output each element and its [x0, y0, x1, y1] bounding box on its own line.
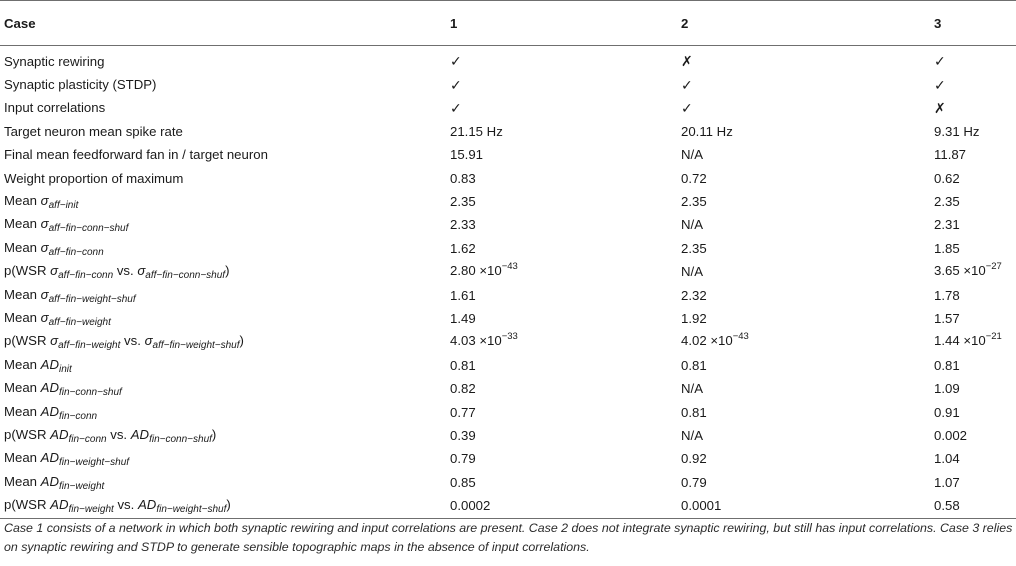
row-label	[0, 261, 446, 284]
cell-case-3	[930, 50, 1016, 73]
cell-exponent: −43	[501, 261, 518, 273]
table-row	[0, 471, 1016, 494]
row-subscript: fin−weight−shuf	[156, 504, 227, 516]
table-row	[0, 354, 1016, 377]
cell-value: N/A	[681, 147, 703, 163]
cell-case-2	[677, 190, 930, 213]
cell-case-3	[930, 401, 1016, 424]
table-row	[0, 494, 1016, 518]
row-label-prefix: Mean	[4, 309, 41, 325]
row-label-prefix: p(WSR	[4, 497, 51, 513]
row-symbol: σ	[40, 309, 49, 325]
cell-case-2	[677, 307, 930, 330]
row-vs: vs.	[106, 426, 131, 442]
cell-case-1	[446, 494, 677, 518]
cell-value: 0.82	[450, 381, 476, 397]
row-subscript: aff−fin−weight−shuf	[48, 293, 136, 305]
cell-value: ✓	[934, 53, 946, 70]
row-vs: vs.	[113, 263, 138, 279]
cell-case-1	[446, 377, 677, 400]
cell-case-1	[446, 284, 677, 307]
row-subscript: fin−weight−shuf	[58, 457, 130, 469]
cell-value: 2.32	[681, 287, 707, 303]
row-label	[0, 167, 446, 190]
cell-case-2	[677, 401, 930, 424]
row-label-prefix: p(WSR	[4, 333, 51, 349]
cell-value: 1.09	[934, 381, 960, 397]
row-symbol: σ	[137, 263, 146, 279]
row-symbol: AD	[50, 497, 69, 513]
cell-value: 0.81	[450, 357, 476, 373]
row-label	[0, 284, 446, 307]
cell-case-1	[446, 261, 677, 284]
row-subscript: fin−conn	[58, 410, 98, 422]
cell-value: 0.85	[450, 474, 476, 490]
table-row	[0, 120, 1016, 143]
cell-value: 1.07	[934, 474, 960, 490]
row-subscript: aff−fin−weight	[48, 316, 111, 328]
row-symbol: σ	[40, 286, 49, 302]
cell-value: N/A	[681, 217, 703, 233]
cell-case-3	[930, 97, 1016, 120]
row-symbol: AD	[40, 380, 59, 396]
row-symbol: AD	[40, 473, 59, 489]
cell-case-1	[446, 50, 677, 73]
cell-case-1	[446, 307, 677, 330]
cell-value: 0.81	[681, 357, 707, 373]
row-subscript: fin−weight	[58, 480, 105, 492]
cell-value: 1.85	[934, 240, 960, 256]
row-subscript: aff−fin−conn−shuf	[145, 270, 226, 282]
cell-value: 1.62	[450, 240, 476, 256]
row-label	[0, 214, 446, 237]
table-row	[0, 331, 1016, 354]
row-vs: vs.	[113, 497, 138, 513]
cell-case-2	[677, 144, 930, 167]
table-row	[0, 401, 1016, 424]
cell-value: 1.78	[934, 287, 960, 303]
cell-case-3	[930, 167, 1016, 190]
row-label	[0, 73, 446, 96]
header-case: Case	[0, 1, 446, 46]
table-row	[0, 261, 1016, 284]
row-label	[0, 144, 446, 167]
row-label	[0, 331, 446, 354]
row-label-prefix: Mean	[4, 380, 41, 396]
cell-case-3	[930, 261, 1016, 284]
row-symbol: σ	[50, 333, 59, 349]
cell-value: 1.57	[934, 310, 960, 326]
cell-exponent: −43	[732, 331, 749, 343]
row-label	[0, 471, 446, 494]
cell-case-3	[930, 448, 1016, 471]
cell-value: 15.91	[450, 147, 484, 163]
row-subscript: fin−conn−shuf	[149, 433, 212, 445]
cell-value: 2.35	[450, 194, 476, 210]
table-row	[0, 144, 1016, 167]
row-subscript: aff−fin−conn	[48, 246, 104, 258]
row-label-text: Synaptic rewiring	[4, 53, 105, 69]
cell-case-3	[930, 144, 1016, 167]
cell-case-3	[930, 494, 1016, 518]
cell-value: 0.81	[681, 404, 707, 420]
row-subscript: aff−fin−conn−shuf	[48, 223, 129, 235]
cell-case-1	[446, 354, 677, 377]
row-symbol: AD	[40, 403, 59, 419]
cell-case-3	[930, 471, 1016, 494]
cell-value: 2.35	[681, 194, 707, 210]
header-case-3: 3	[930, 1, 1016, 46]
table-header-row	[0, 1, 1016, 46]
cell-case-1	[446, 97, 677, 120]
row-label	[0, 401, 446, 424]
row-label-prefix: p(WSR	[4, 263, 51, 279]
cell-value: 0.0001	[681, 498, 722, 514]
cell-case-3	[930, 237, 1016, 260]
cell-exponent: −21	[985, 331, 1002, 343]
cell-case-1	[446, 471, 677, 494]
table-row	[0, 237, 1016, 260]
cell-case-1	[446, 214, 677, 237]
row-label	[0, 190, 446, 213]
row-symbol: σ	[40, 193, 49, 209]
table-row	[0, 448, 1016, 471]
cell-case-3	[930, 190, 1016, 213]
cell-value: ✓	[450, 53, 462, 70]
row-label-suffix: )	[225, 263, 230, 279]
cell-case-2	[677, 494, 930, 518]
row-label	[0, 307, 446, 330]
table-row	[0, 50, 1016, 73]
cell-case-3	[930, 424, 1016, 447]
cell-case-3	[930, 284, 1016, 307]
cell-mantissa: 3.65 ×10	[934, 263, 986, 279]
table-row	[0, 214, 1016, 237]
cell-case-2	[677, 167, 930, 190]
row-subscript: aff−fin−weight	[58, 340, 121, 352]
row-symbol: σ	[50, 263, 59, 279]
cell-value: ✗	[934, 99, 946, 116]
row-label-prefix: Mean	[4, 193, 41, 209]
row-subscript: aff−fin−weight−shuf	[152, 340, 240, 352]
row-subscript: fin−conn	[68, 433, 107, 445]
table-row	[0, 97, 1016, 120]
cell-value: 0.77	[450, 404, 476, 420]
cell-case-1	[446, 167, 677, 190]
cell-case-2	[677, 471, 930, 494]
cell-value: 0.83	[450, 170, 476, 186]
row-symbol: AD	[40, 356, 59, 372]
cell-value: 0.79	[681, 474, 707, 490]
cell-value: 0.62	[934, 170, 960, 186]
cell-value: ✓	[450, 76, 462, 93]
row-label	[0, 237, 446, 260]
cell-value: 2.31	[934, 217, 960, 233]
table-row	[0, 424, 1016, 447]
cell-case-2	[677, 331, 930, 354]
header-case-2: 2	[677, 1, 930, 46]
cell-value: 20.11 Hz	[681, 123, 733, 139]
row-label	[0, 120, 446, 143]
row-symbol: AD	[130, 426, 150, 442]
row-subscript: aff−fin−conn	[58, 270, 114, 282]
header-case-1: 1	[446, 1, 677, 46]
table-caption: Case 1 consists of a network in which both synaptic rewiring and input correlations are present. Case 2 does not integrate synaptic rewiring, but still has input correlations. Case 3 relies on synaptic rewiring and STDP to generate sensible topographic maps in the absence of input correlations.	[4, 521, 1013, 554]
row-symbol: σ	[40, 239, 49, 255]
row-label-suffix: )	[239, 333, 244, 349]
cell-case-1	[446, 401, 677, 424]
cell-case-3	[930, 73, 1016, 96]
cell-case-1	[446, 424, 677, 447]
cell-case-1	[446, 448, 677, 471]
cell-value: ✓	[450, 99, 462, 116]
row-symbol: AD	[50, 426, 69, 442]
cell-case-2	[677, 237, 930, 260]
cell-case-2	[677, 377, 930, 400]
cell-case-2	[677, 424, 930, 447]
cell-value: 0.39	[450, 427, 476, 443]
row-label	[0, 354, 446, 377]
row-label	[0, 50, 446, 73]
row-symbol: AD	[137, 497, 157, 513]
row-symbol: σ	[40, 216, 49, 232]
row-label-text: Target neuron mean spike rate	[4, 123, 183, 139]
cell-case-2	[677, 120, 930, 143]
cell-value: 0.79	[450, 451, 476, 467]
row-label-suffix: )	[226, 497, 231, 513]
cell-value: ✓	[681, 99, 693, 116]
cell-mantissa: 4.02 ×10	[681, 333, 733, 349]
cell-value: N/A	[681, 264, 703, 280]
cell-value: 0.91	[934, 404, 960, 420]
cell-case-3	[930, 331, 1016, 354]
cell-value: 2.35	[934, 194, 960, 210]
cell-value: ✗	[681, 53, 693, 70]
cell-mantissa: 2.80 ×10	[450, 263, 502, 279]
cell-case-1	[446, 120, 677, 143]
cell-exponent: −27	[985, 261, 1002, 273]
cell-value: 1.04	[934, 451, 960, 467]
row-label-prefix: Mean	[4, 286, 41, 302]
cell-case-2	[677, 284, 930, 307]
cell-value: 1.61	[450, 287, 476, 303]
row-label	[0, 494, 446, 518]
table-row	[0, 284, 1016, 307]
table-row	[0, 377, 1016, 400]
cell-value: 0.81	[934, 357, 960, 373]
cell-value: 0.92	[681, 451, 707, 467]
cell-case-1	[446, 190, 677, 213]
cell-value: 1.49	[450, 310, 476, 326]
row-label	[0, 377, 446, 400]
cell-value: N/A	[681, 427, 703, 443]
cell-value: 0.002	[934, 427, 968, 443]
row-label-text: Input correlations	[4, 100, 106, 116]
cell-case-3	[930, 377, 1016, 400]
cell-mantissa: 4.03 ×10	[450, 333, 502, 349]
cell-value: N/A	[681, 381, 703, 397]
cell-value: 0.72	[681, 170, 707, 186]
cell-value: ✓	[934, 76, 946, 93]
row-label-prefix: Mean	[4, 473, 41, 489]
cell-case-1	[446, 331, 677, 354]
table-row	[0, 73, 1016, 96]
table-row	[0, 307, 1016, 330]
row-symbol: σ	[144, 333, 153, 349]
row-label-prefix: Mean	[4, 403, 41, 419]
cell-case-3	[930, 354, 1016, 377]
row-label-prefix: Mean	[4, 356, 41, 372]
cell-case-2	[677, 354, 930, 377]
row-label-prefix: p(WSR	[4, 426, 51, 442]
row-label-prefix: Mean	[4, 216, 41, 232]
row-label-suffix: )	[211, 426, 217, 442]
table-body	[0, 46, 1016, 519]
cell-case-2	[677, 261, 930, 284]
row-label	[0, 97, 446, 120]
row-label-text: Final mean feedforward fan in / target neuron	[4, 147, 268, 163]
cell-case-2	[677, 73, 930, 96]
cell-case-3	[930, 214, 1016, 237]
row-label	[0, 424, 446, 447]
row-subscript: fin−weight	[68, 504, 114, 516]
cell-case-2	[677, 97, 930, 120]
cell-case-2	[677, 448, 930, 471]
cell-value: ✓	[681, 76, 693, 93]
row-subscript: init	[58, 363, 72, 375]
row-symbol: AD	[40, 450, 59, 466]
cell-value: 21.15 Hz	[450, 123, 503, 139]
cell-mantissa: 1.44 ×10	[934, 333, 986, 349]
cell-case-1	[446, 237, 677, 260]
row-label-text: Weight proportion of maximum	[4, 170, 184, 186]
table-row	[0, 190, 1016, 213]
cell-value: 0.0002	[450, 498, 491, 514]
row-vs: vs.	[120, 333, 145, 349]
row-label-prefix: Mean	[4, 450, 41, 466]
cell-value: 0.58	[934, 498, 960, 514]
cell-value: 2.33	[450, 217, 476, 233]
cell-case-3	[930, 307, 1016, 330]
cell-value: 9.31 Hz	[934, 123, 980, 139]
table-row	[0, 167, 1016, 190]
row-label-prefix: Mean	[4, 239, 41, 255]
cell-case-1	[446, 73, 677, 96]
cell-exponent: −33	[501, 331, 518, 343]
cell-case-2	[677, 50, 930, 73]
row-subscript: aff−init	[48, 200, 79, 212]
cell-case-2	[677, 214, 930, 237]
cell-value: 2.35	[681, 240, 707, 256]
row-label	[0, 448, 446, 471]
row-subscript: fin−conn−shuf	[58, 387, 122, 399]
row-label-text: Synaptic plasticity (STDP)	[4, 77, 157, 93]
cell-value: 11.87	[934, 147, 967, 163]
cell-case-1	[446, 144, 677, 167]
cell-value: 1.92	[681, 310, 707, 326]
cell-case-3	[930, 120, 1016, 143]
